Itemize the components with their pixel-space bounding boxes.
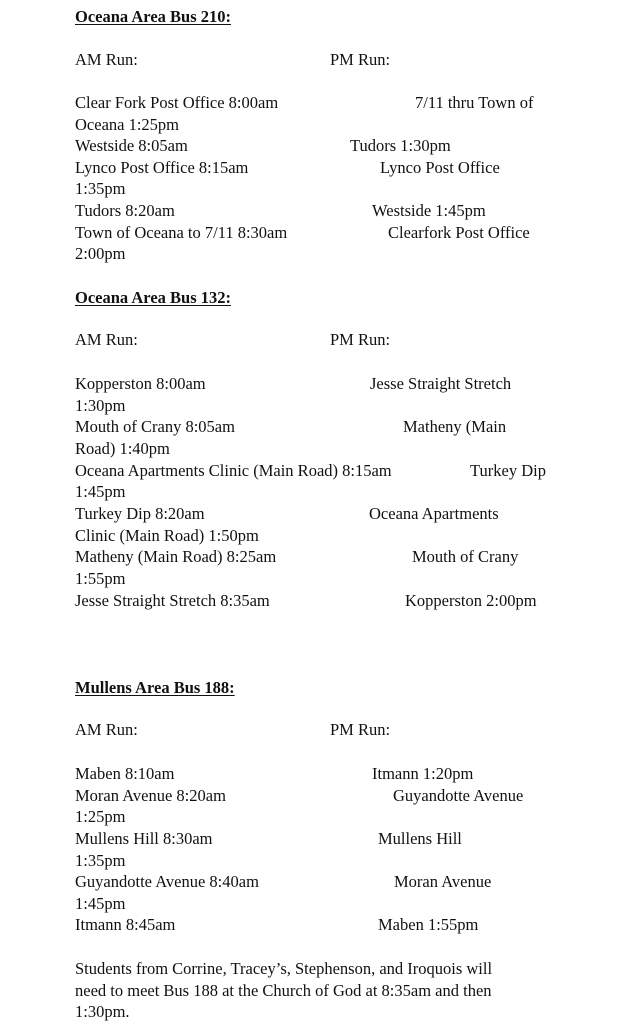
am-run-label: AM Run: <box>75 330 138 349</box>
am-run-label: AM Run: <box>75 50 138 69</box>
pm-run-label: PM Run: <box>330 330 391 349</box>
am-stop: 1:25pm <box>75 807 126 826</box>
pm-stop: Tudors 1:30pm <box>350 136 451 155</box>
pm-stop: Jesse Straight Stretch <box>370 374 512 393</box>
am-stop: Oceana Apartments Clinic (Main Road) 8:15am <box>75 461 392 480</box>
am-stop: Oceana 1:25pm <box>75 115 180 134</box>
pm-stop: Maben 1:55pm <box>378 915 479 934</box>
am-stop: Jesse Straight Stretch 8:35am <box>75 591 270 610</box>
am-stop: Town of Oceana to 7/11 8:30am <box>75 223 288 242</box>
am-stop: 1:35pm <box>75 851 126 870</box>
am-stop: Kopperston 8:00am <box>75 374 206 393</box>
am-stop: 1:35pm <box>75 179 126 198</box>
am-stop: Maben 8:10am <box>75 764 175 783</box>
am-stop: 1:45pm <box>75 482 126 501</box>
pm-stop: Westside 1:45pm <box>372 201 486 220</box>
am-stop: 1:30pm <box>75 396 126 415</box>
footer-note-line: 1:30pm. <box>75 1002 130 1021</box>
am-stop: Turkey Dip 8:20am <box>75 504 205 523</box>
am-stop: Mullens Hill 8:30am <box>75 829 213 848</box>
pm-stop: Mouth of Crany <box>412 547 519 566</box>
pm-stop: Matheny (Main <box>403 417 507 436</box>
am-stop: Matheny (Main Road) 8:25am <box>75 547 277 566</box>
am-stop: Road) 1:40pm <box>75 439 170 458</box>
am-stop: Clear Fork Post Office 8:00am <box>75 93 279 112</box>
section-title-bus-132: Oceana Area Bus 132: <box>75 288 231 307</box>
pm-stop: Lynco Post Office <box>380 158 500 177</box>
am-stop: 1:55pm <box>75 569 126 588</box>
pm-run-label: PM Run: <box>330 50 391 69</box>
pm-run-label: PM Run: <box>330 720 391 739</box>
am-stop: Tudors 8:20am <box>75 201 175 220</box>
am-stop: Westside 8:05am <box>75 136 188 155</box>
am-stop: Guyandotte Avenue 8:40am <box>75 872 259 891</box>
pm-stop: 7/11 thru Town of <box>415 93 534 112</box>
am-stop: Moran Avenue 8:20am <box>75 786 226 805</box>
am-stop: Mouth of Crany 8:05am <box>75 417 235 436</box>
footer-note-line: Students from Corrine, Tracey’s, Stephenson, and Iroquois will <box>75 959 493 978</box>
am-stop: 1:45pm <box>75 894 126 913</box>
am-stop: Clinic (Main Road) 1:50pm <box>75 526 259 545</box>
pm-stop: Oceana Apartments <box>369 504 499 523</box>
pm-stop: Mullens Hill <box>378 829 462 848</box>
section-title-bus-188: Mullens Area Bus 188: <box>75 678 235 697</box>
pm-stop: Turkey Dip <box>470 461 546 480</box>
pm-stop: Moran Avenue <box>394 872 492 891</box>
am-stop: 2:00pm <box>75 244 126 263</box>
footer-note-line: need to meet Bus 188 at the Church of God at 8:35am and then <box>75 981 492 1000</box>
am-run-label: AM Run: <box>75 720 138 739</box>
am-stop: Itmann 8:45am <box>75 915 176 934</box>
am-stop: Lynco Post Office 8:15am <box>75 158 249 177</box>
pm-stop: Guyandotte Avenue <box>393 786 524 805</box>
section-title-bus-210: Oceana Area Bus 210: <box>75 7 231 26</box>
pm-stop: Clearfork Post Office <box>388 223 530 242</box>
pm-stop: Itmann 1:20pm <box>372 764 474 783</box>
pm-stop: Kopperston 2:00pm <box>405 591 537 610</box>
